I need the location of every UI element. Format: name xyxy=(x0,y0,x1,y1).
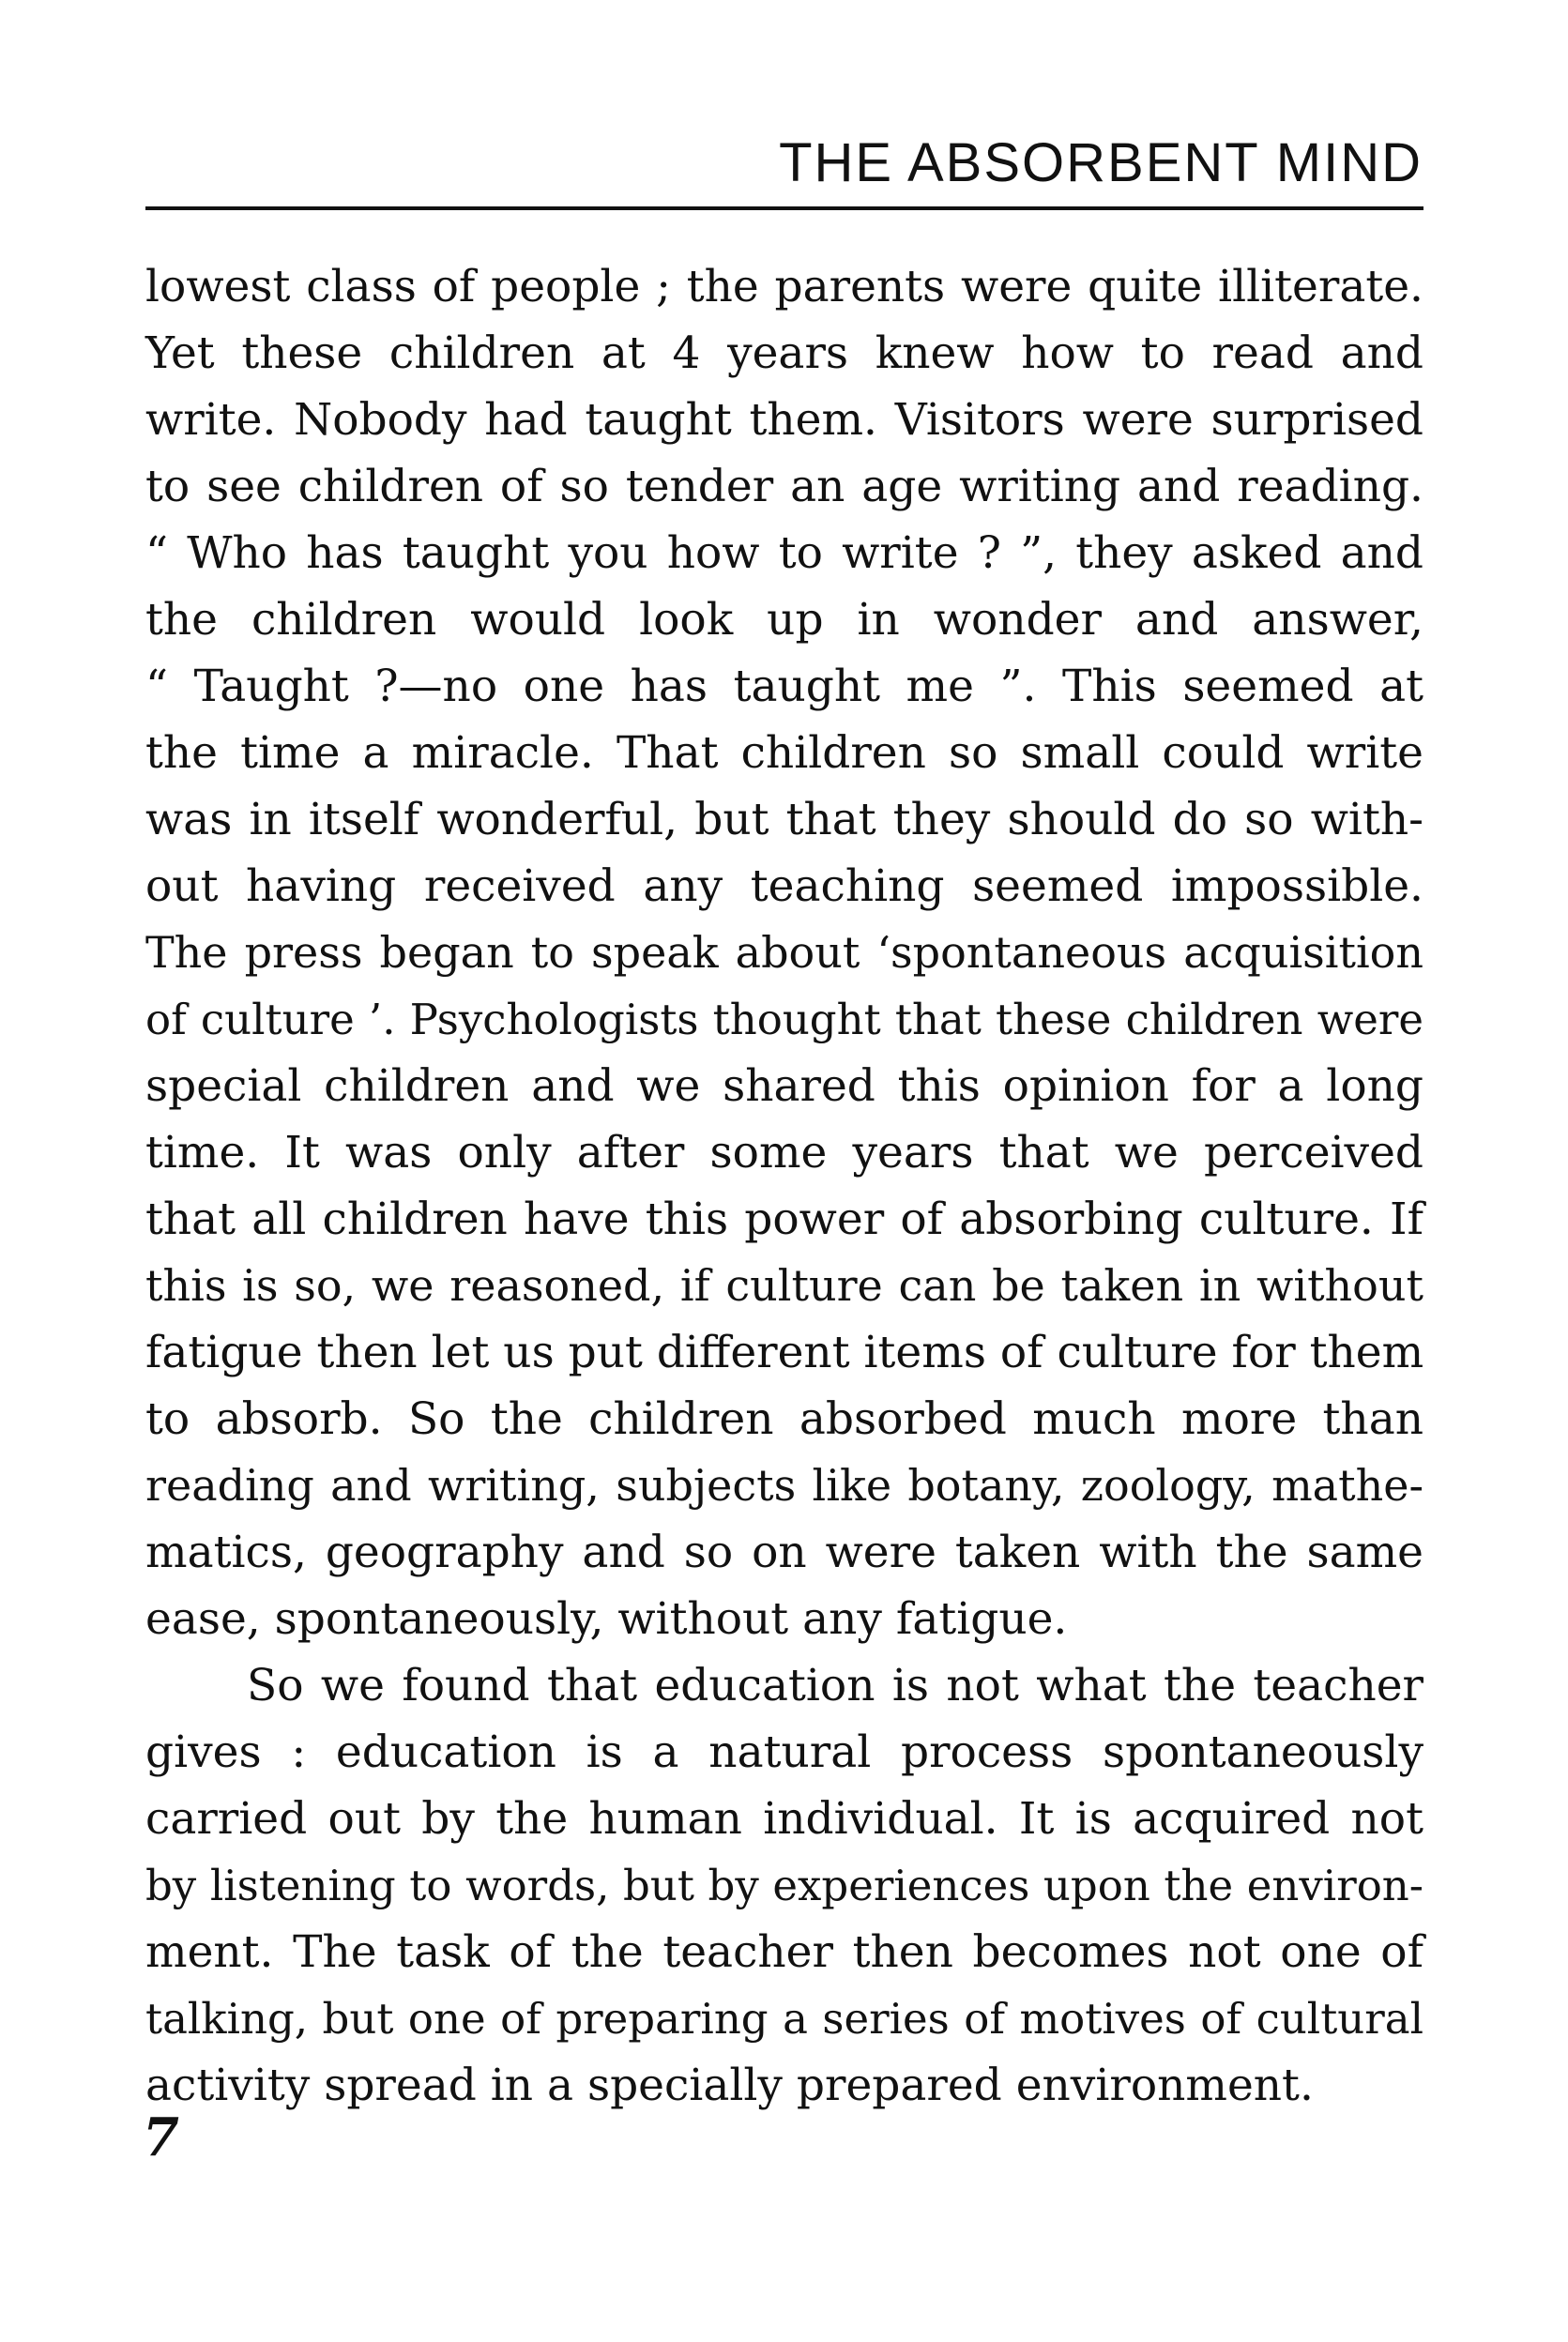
text-line: So we found that education is not what the teacher xyxy=(247,1660,1423,1711)
text-line: this is so, we reasoned, if culture can be taken in without xyxy=(145,1260,1423,1311)
text-line: the time a miracle. That children so small could write xyxy=(145,727,1423,779)
text-line: ease, spontaneously, without any fatigue. xyxy=(145,1593,1068,1645)
paragraph-1 xyxy=(145,253,1423,1652)
text-line: that all children have this power of absorbing culture. If xyxy=(145,1194,1423,1245)
text-line: lowest class of people ; the parents were quite illiterate. xyxy=(145,261,1423,312)
text-line: ment. The task of the teacher then becomes not one of xyxy=(145,1926,1423,1978)
text-line: time. It was only after some years that we perceived xyxy=(145,1127,1423,1179)
text-line: activity spread in a specially prepared environment. xyxy=(145,2060,1314,2111)
text-line: gives : education is a natural process spontaneously xyxy=(145,1726,1423,1778)
body-text xyxy=(145,253,1423,2119)
text-line: write. Nobody had taught them. Visitors were surprised xyxy=(145,394,1423,446)
paragraph-2 xyxy=(145,1652,1423,2119)
text-line: out having received any teaching seemed impossible. xyxy=(145,860,1423,912)
text-line: reading and writing, subjects like botany, zoology, mathe- xyxy=(145,1460,1423,1511)
text-line: to absorb. So the children absorbed much more than xyxy=(145,1393,1423,1445)
text-line: fatigue then let us put different items of culture for them xyxy=(145,1327,1424,1378)
text-line: the children would look up in wonder and answer, xyxy=(145,594,1423,646)
header-rule xyxy=(145,206,1423,210)
text-line: of culture ’. Psychologists thought that these children were xyxy=(145,995,1423,1044)
running-head: THE ABSORBENT MIND xyxy=(779,132,1423,193)
text-line: “ Taught ?—no one has taught me ”. This seemed at xyxy=(145,661,1423,712)
text-line: special children and we shared this opinion for a long xyxy=(145,1060,1423,1112)
text-line: by listening to words, but by experiences upon the environ- xyxy=(145,1861,1423,1910)
page-number: 7 xyxy=(143,2106,179,2168)
text-line: was in itself wonderful, but that they should do so with- xyxy=(145,794,1423,845)
text-line: matics, geography and so on were taken with the same xyxy=(145,1527,1423,1578)
text-line: to see children of so tender an age writing and reading. xyxy=(145,461,1423,512)
text-line: carried out by the human individual. It is acquired not xyxy=(145,1793,1423,1845)
text-line: Yet these children at 4 years knew how to read and xyxy=(145,327,1423,379)
text-line: talking, but one of preparing a series of motives of cultural xyxy=(145,1994,1423,2044)
text-line: “ Who has taught you how to write ? ”, they asked and xyxy=(145,527,1423,579)
text-line: The press began to speak about ‘spontaneous acquisition xyxy=(145,927,1423,978)
